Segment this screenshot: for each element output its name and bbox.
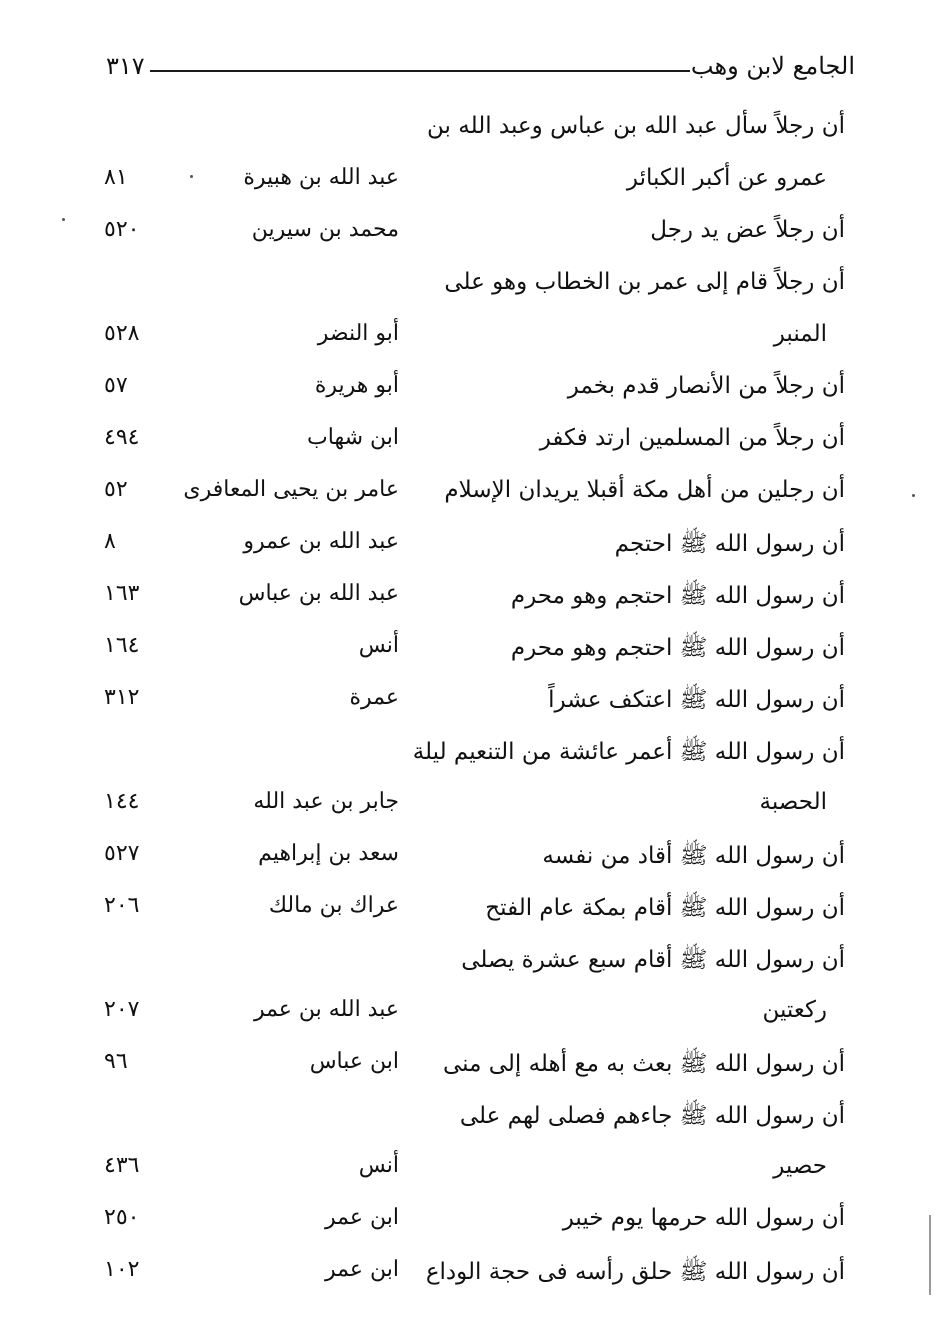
narrator-name: ابن عباس xyxy=(309,1049,399,1074)
index-row xyxy=(0,841,937,885)
index-row xyxy=(0,321,937,365)
hadith-number: ٢٠٦ xyxy=(104,893,140,918)
index-row xyxy=(0,217,937,261)
narrator-name: عبد الله بن عمر xyxy=(253,997,399,1022)
index-row xyxy=(0,633,937,677)
index-row xyxy=(0,269,937,313)
scan-edge-mark xyxy=(929,1215,931,1295)
hadith-text: أن رسول الله ﷺ أقاد من نفسه xyxy=(542,843,845,869)
page-number: ٣١٧ xyxy=(106,52,145,80)
hadith-text: أن رسول الله حرمها يوم خيبر xyxy=(562,1205,845,1231)
hadith-text: أن رجلاً من الأنصار قدم بخمر xyxy=(567,373,845,399)
narrator-name: عراك بن مالك xyxy=(268,893,399,918)
scan-speck xyxy=(912,494,915,497)
index-row xyxy=(0,477,937,521)
narrator-name: ابن شهاب xyxy=(307,425,399,450)
index-row xyxy=(0,789,937,833)
hadith-text: الحصبة xyxy=(759,789,827,815)
hadith-number: ١٠٢ xyxy=(104,1257,140,1282)
hadith-text: أن رجلاً من المسلمين ارتد فكفر xyxy=(539,425,845,451)
scan-speck xyxy=(62,218,65,221)
narrator-name: عامر بن يحيى المعافرى xyxy=(183,477,399,502)
hadith-number: ١٦٣ xyxy=(104,581,140,606)
hadith-number: ٥٧ xyxy=(104,373,128,398)
narrator-name: عمرة xyxy=(349,685,399,710)
index-row xyxy=(0,945,937,989)
hadith-text: أن رسول الله ﷺ جاءهم فصلى لهم على xyxy=(459,1103,845,1129)
hadith-text: أن رجلاً سأل عبد الله بن عباس وعبد الله بن xyxy=(427,113,845,139)
narrator-name: عبد الله بن هبيرة xyxy=(243,165,399,190)
hadith-text: المنبر xyxy=(773,321,827,347)
hadith-text: أن رسول الله ﷺ أقام بمكة عام الفتح xyxy=(485,895,845,921)
hadith-number: ٩٦ xyxy=(104,1049,128,1074)
narrator-name: أنس xyxy=(358,633,399,658)
narrator-name: محمد بن سيرين xyxy=(251,217,399,242)
hadith-text: أن رسول الله ﷺ أعمر عائشة من التنعيم ليلة xyxy=(412,739,845,765)
narrator-name: أبو هريرة xyxy=(314,373,399,398)
narrator-name: ابن عمر xyxy=(325,1257,399,1282)
book-title: الجامع لابن وهب xyxy=(690,52,855,80)
hadith-text: عمرو عن أكبر الكبائر xyxy=(626,165,827,191)
index-row xyxy=(0,581,937,625)
narrator-name: أبو النضر xyxy=(317,321,399,346)
index-row xyxy=(0,529,937,573)
hadith-text: ركعتين xyxy=(762,997,827,1023)
hadith-text: أن رسول الله ﷺ اعتكف عشراً xyxy=(548,687,845,713)
index-row xyxy=(0,685,937,729)
index-row xyxy=(0,1101,937,1145)
index-row xyxy=(0,373,937,417)
narrator-name: جابر بن عبد الله xyxy=(253,789,399,814)
index-row xyxy=(0,1205,937,1249)
hadith-number: ١٤٤ xyxy=(104,789,140,814)
hadith-text: حصير xyxy=(773,1153,827,1179)
index-row xyxy=(0,1049,937,1093)
hadith-text: أن رسول الله ﷺ احتجم وهو محرم xyxy=(510,635,845,661)
hadith-number: ٥٢٨ xyxy=(104,321,140,346)
hadith-number: ٥٢٧ xyxy=(104,841,140,866)
scan-speck xyxy=(190,175,193,178)
hadith-number: ٤٣٦ xyxy=(104,1153,140,1178)
hadith-number: ١٦٤ xyxy=(104,633,140,658)
index-row xyxy=(0,1257,937,1301)
hadith-text: أن رسول الله ﷺ أقام سبع عشرة يصلى xyxy=(461,947,845,973)
hadith-number: ٥٢ xyxy=(104,477,128,502)
hadith-number: ٤٩٤ xyxy=(104,425,140,450)
index-row xyxy=(0,1153,937,1197)
hadith-text: أن رسول الله ﷺ احتجم xyxy=(614,531,845,557)
hadith-text: أن رجلاً قام إلى عمر بن الخطاب وهو على xyxy=(444,269,845,295)
narrator-name: ابن عمر xyxy=(325,1205,399,1230)
narrator-name: عبد الله بن عباس xyxy=(238,581,399,606)
index-row xyxy=(0,997,937,1041)
index-row xyxy=(0,425,937,469)
hadith-text: أن رسول الله ﷺ بعث به مع أهله إلى منى xyxy=(442,1051,845,1077)
hadith-text: أن رجلاً عض يد رجل xyxy=(650,217,845,243)
narrator-name: عبد الله بن عمرو xyxy=(243,529,399,554)
header-rule xyxy=(150,70,690,72)
index-row xyxy=(0,737,937,781)
hadith-number: ٥٢٠ xyxy=(104,217,140,242)
index-row xyxy=(0,113,937,157)
narrator-name: أنس xyxy=(358,1153,399,1178)
hadith-number: ٣١٢ xyxy=(104,685,140,710)
hadith-text: أن رجلين من أهل مكة أقبلا يريدان الإسلام xyxy=(444,477,845,503)
index-row xyxy=(0,893,937,937)
hadith-text: أن رسول الله ﷺ حلق رأسه فى حجة الوداع xyxy=(425,1259,845,1285)
index-row xyxy=(0,165,937,209)
hadith-number: ٨ xyxy=(104,529,116,554)
hadith-number: ٢٠٧ xyxy=(104,997,140,1022)
hadith-number: ٢٥٠ xyxy=(104,1205,140,1230)
narrator-name: سعد بن إبراهيم xyxy=(258,841,399,866)
hadith-text: أن رسول الله ﷺ احتجم وهو محرم xyxy=(510,583,845,609)
hadith-number: ٨١ xyxy=(104,165,128,190)
